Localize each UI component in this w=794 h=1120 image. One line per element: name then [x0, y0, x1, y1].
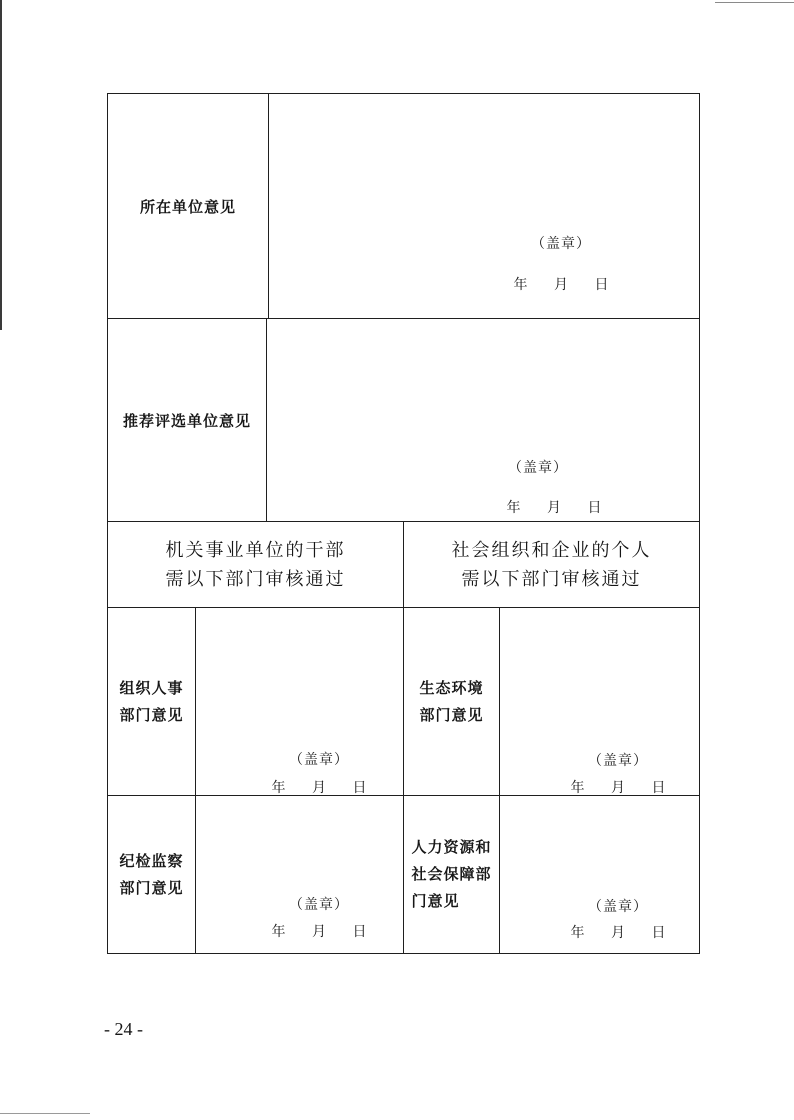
- heading-line: 需以下部门审核通过: [461, 568, 642, 590]
- unit-opinion-field: [268, 93, 700, 319]
- organization-personnel-field: [195, 607, 404, 796]
- social-organization-heading-cell: [403, 521, 700, 608]
- ecology-environment-label-cell: [403, 607, 500, 796]
- ecology-environment-field: [499, 607, 700, 796]
- label-line: 生态环境: [419, 678, 484, 697]
- ecology-environment-label: [419, 675, 483, 729]
- recommender-opinion-label-cell: [107, 318, 267, 522]
- unit-opinion-label: 所在单位意见: [139, 197, 236, 216]
- human-resources-label: [411, 834, 491, 915]
- date-placeholder: 年 月 日: [506, 500, 602, 516]
- label-line: 门意见: [411, 892, 460, 910]
- recommender-opinion-field: [266, 318, 700, 522]
- human-resources-field: [499, 795, 700, 954]
- label-line: 部门意见: [419, 705, 484, 724]
- unit-opinion-label-cell: [107, 93, 269, 319]
- scan-edge-line-left: [0, 0, 2, 330]
- public-institution-heading: [166, 536, 346, 594]
- human-resources-label-cell: [403, 795, 500, 954]
- seal-placeholder: （盖章）: [289, 752, 349, 768]
- social-organization-heading: [452, 536, 652, 594]
- discipline-inspection-field: [195, 795, 404, 954]
- label-line: 部门意见: [119, 705, 184, 724]
- label-line: 人力资源和: [411, 838, 492, 856]
- date-placeholder: 年 月 日: [271, 780, 367, 796]
- discipline-inspection-label-cell: [107, 795, 196, 954]
- heading-line: 需以下部门审核通过: [165, 568, 346, 590]
- date-placeholder: 年 月 日: [570, 780, 666, 796]
- heading-line: 社会组织和企业的个人: [451, 539, 652, 561]
- opinion-form-table: [107, 93, 700, 954]
- discipline-inspection-label: [119, 848, 183, 902]
- seal-placeholder: （盖章）: [588, 753, 648, 769]
- date-placeholder: 年 月 日: [271, 924, 367, 940]
- date-placeholder: 年 月 日: [513, 277, 609, 293]
- date-placeholder: 年 月 日: [570, 925, 666, 941]
- seal-placeholder: （盖章）: [289, 897, 349, 913]
- organization-personnel-label: [119, 675, 183, 729]
- scan-edge-line-bottom: [0, 1113, 90, 1114]
- heading-line: 机关事业单位的干部: [165, 539, 346, 561]
- public-institution-heading-cell: [107, 521, 404, 608]
- label-line: 组织人事: [119, 678, 184, 697]
- organization-personnel-label-cell: [107, 607, 196, 796]
- label-line: 纪检监察: [119, 851, 184, 870]
- seal-placeholder: （盖章）: [588, 899, 648, 915]
- label-line: 社会保障部: [411, 865, 492, 883]
- seal-placeholder: （盖章）: [531, 236, 591, 252]
- page-number: - 24 -: [104, 1019, 143, 1039]
- label-line: 部门意见: [119, 878, 184, 897]
- scan-edge-line-top: [715, 2, 794, 3]
- seal-placeholder: （盖章）: [508, 460, 568, 476]
- recommender-opinion-label: 推荐评选单位意见: [122, 411, 251, 430]
